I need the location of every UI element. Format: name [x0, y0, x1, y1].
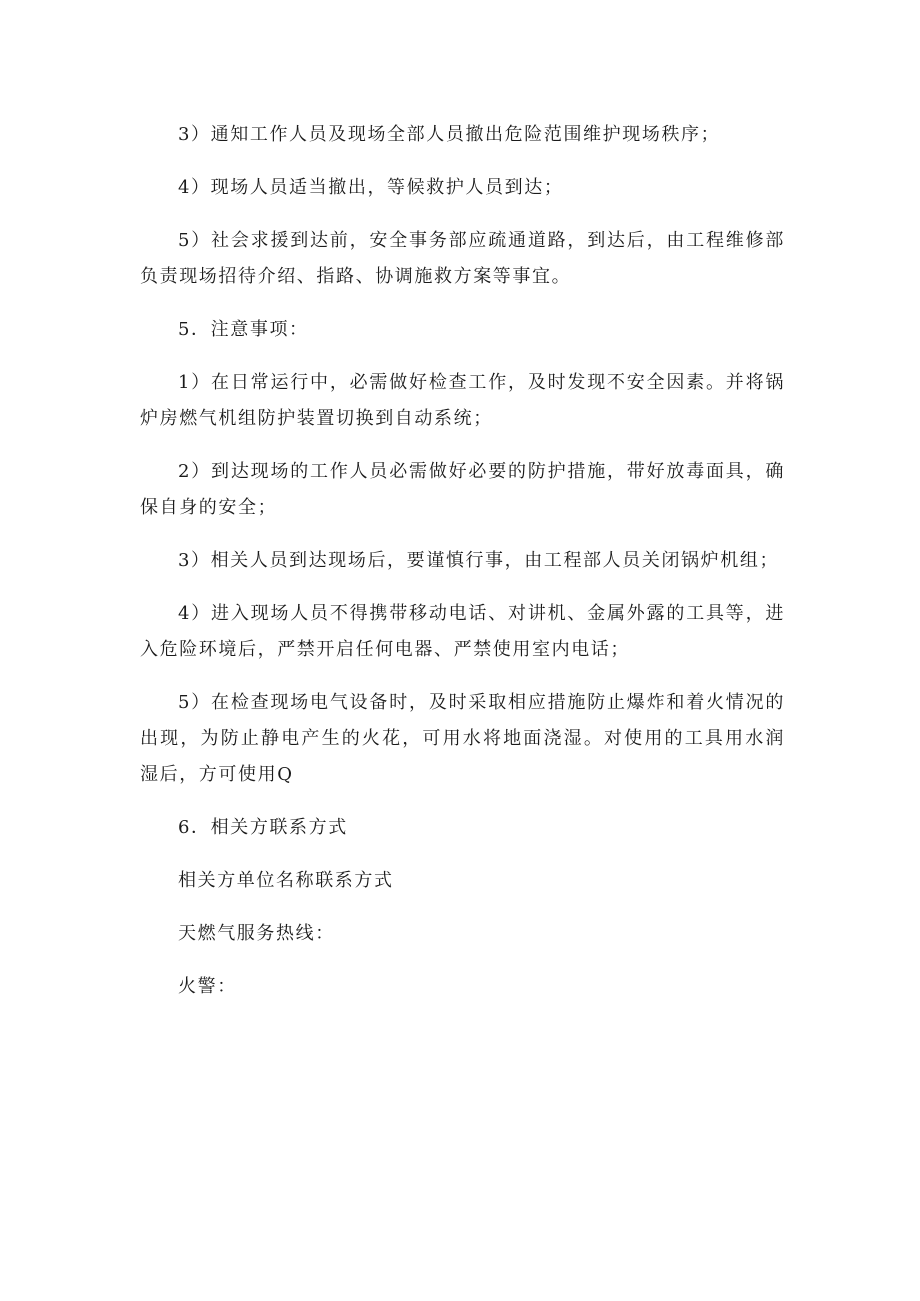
contact-fire-alarm: 火警：	[178, 976, 237, 997]
paragraph-step-3-evacuate: 3）通知工作人员及现场全部人员撤出危险范围维护现场秩序；	[178, 124, 721, 145]
paragraph-step-4-wait-rescue: 4）现场人员适当撤出，等候救护人员到达；	[178, 177, 564, 198]
paragraph-precaution-5: 5）在检查现场电气设备时，及时采取相应措施防止爆炸和着火情况的出现，为防止静电产生的火花，可用水将地面浇湿。对使用的工具用水润湿后，方可使用Q	[140, 692, 785, 785]
paragraph-step-5-clear-road: 5）社会求援到达前，安全事务部应疏通道路，到达后，由工程维修部负责现场招待介绍、指路、协调施救方案等事宜。	[140, 230, 785, 287]
paragraph-precaution-1: 1）在日常运行中，必需做好检查工作，及时发现不安全因素。并将锅炉房燃气机组防护装置切换到自动系统；	[140, 372, 785, 429]
contact-table-header: 相关方单位名称联系方式	[178, 870, 394, 891]
paragraph-precaution-3: 3）相关人员到达现场后，要谨慎行事，由工程部人员关闭锅炉机组；	[178, 550, 780, 571]
paragraph-precaution-4: 4）进入现场人员不得携带移动电话、对讲机、金属外露的工具等，进入危险环境后，严禁开启任何电器、严禁使用室内电话；	[140, 603, 785, 660]
paragraph-precaution-2: 2）到达现场的工作人员必需做好必要的防护措施，带好放毒面具，确保自身的安全；	[140, 461, 785, 518]
document-body	[140, 117, 785, 1005]
section-heading-contacts: 6．相关方联系方式	[178, 817, 348, 838]
section-heading-precautions: 5．注意事项：	[178, 319, 309, 340]
contact-gas-hotline: 天燃气服务热线：	[178, 923, 335, 944]
